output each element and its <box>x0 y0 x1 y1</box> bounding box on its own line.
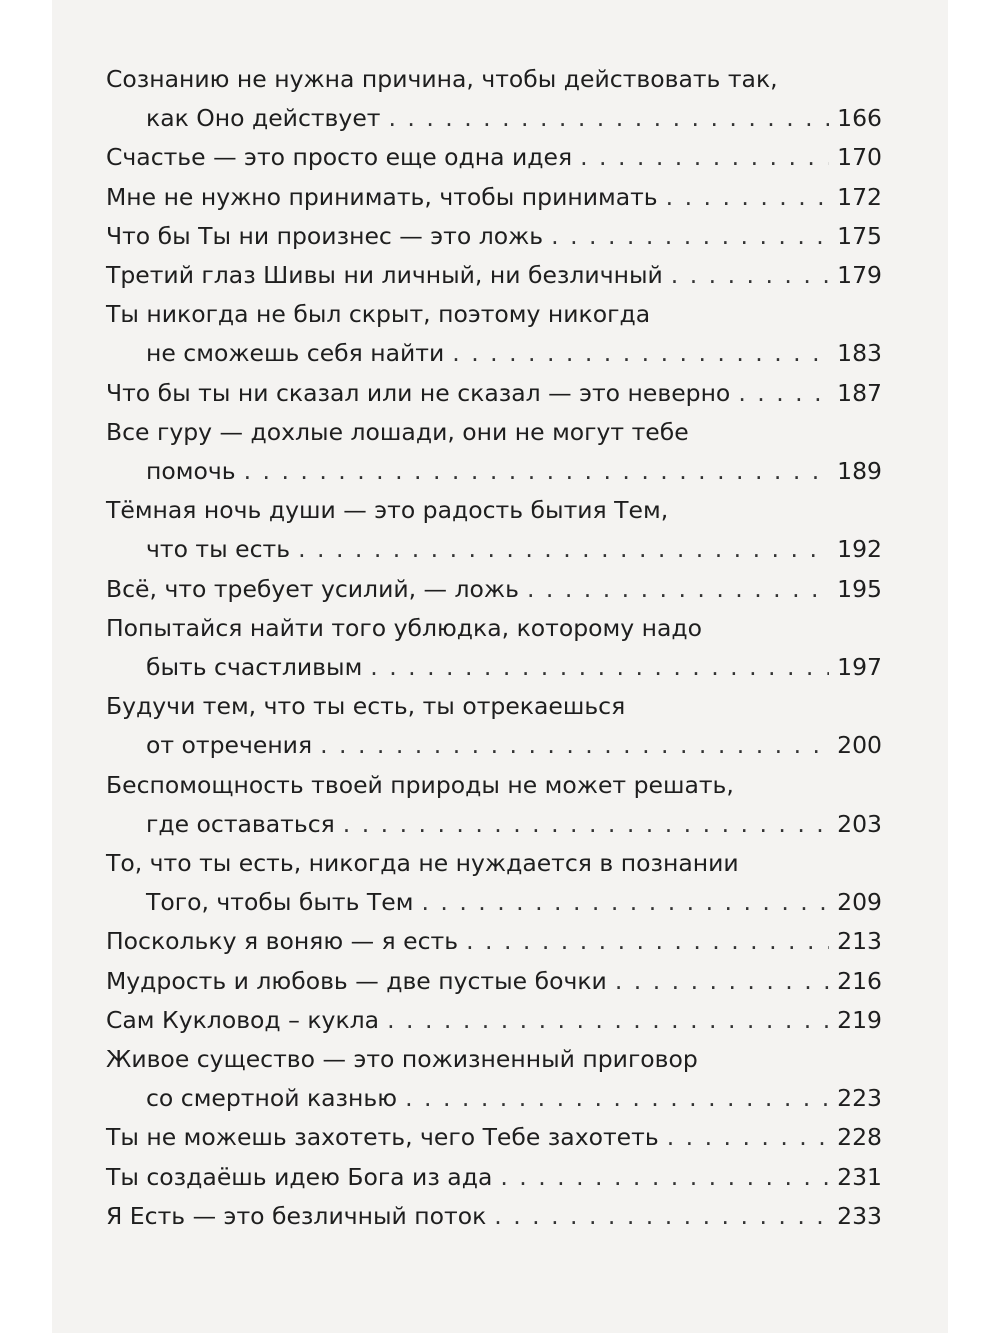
toc-entry-title: со смертной казнью <box>146 1084 398 1113</box>
toc-entry <box>106 413 882 491</box>
dot-leader <box>738 374 829 413</box>
toc-page-number: 203 <box>837 809 882 838</box>
toc-entry-continuation <box>106 530 882 569</box>
toc-page-number: 216 <box>837 966 882 995</box>
toc-entry <box>106 1001 882 1040</box>
toc-entry-line <box>106 138 882 177</box>
toc-entry-title: Третий глаз Шивы ни личный, ни безличный <box>106 261 663 290</box>
dot-leader <box>370 648 829 687</box>
toc-entry-title: Того, чтобы быть Тем <box>146 888 414 917</box>
dot-leader <box>343 805 829 844</box>
toc-entry-line <box>106 1158 882 1197</box>
dot-leader <box>500 1158 829 1197</box>
toc-page-number: 219 <box>837 1005 882 1034</box>
toc-entry-title: что ты есть <box>146 535 291 564</box>
toc-entry-continuation <box>106 726 882 765</box>
toc-entry-line <box>106 413 882 452</box>
toc-entry-line <box>106 60 882 99</box>
toc-entry <box>106 138 882 177</box>
toc-entry-line <box>106 922 882 961</box>
dot-leader <box>298 530 829 569</box>
toc-entry-title: Я Есть — это безличный поток <box>106 1201 487 1230</box>
toc-page-number: 228 <box>837 1123 882 1152</box>
dot-leader <box>452 334 829 373</box>
dot-leader <box>466 922 829 961</box>
toc-entry-continuation <box>106 452 882 491</box>
toc-entry-line <box>106 570 882 609</box>
toc-entry-title: Всё, что требует усилий, — ложь <box>106 574 519 603</box>
toc-page-number: 192 <box>837 535 882 564</box>
toc-entry-title: быть счастливым <box>146 653 363 682</box>
toc-entry-line <box>106 374 882 413</box>
toc-entry-title: где оставаться <box>146 809 335 838</box>
toc-entry <box>106 922 882 961</box>
dot-leader <box>527 570 829 609</box>
dot-leader <box>671 256 829 295</box>
toc-entry-title: помочь <box>146 457 236 486</box>
toc-entry-continuation <box>106 883 882 922</box>
toc-page-number: 231 <box>837 1162 882 1191</box>
toc-entry-title: То, что ты есть, никогда не нуждается в познании <box>106 849 739 878</box>
dot-leader <box>615 962 829 1001</box>
toc-entry <box>106 491 882 569</box>
toc-entry <box>106 295 882 373</box>
toc-page-number: 183 <box>837 339 882 368</box>
toc-entry-line <box>106 491 882 530</box>
toc-page-number: 209 <box>837 888 882 917</box>
toc-entry-title: Все гуру — дохлые лошади, они не могут тебе <box>106 417 689 446</box>
dot-leader <box>666 178 829 217</box>
toc-page-number: 189 <box>837 457 882 486</box>
toc-page-number: 175 <box>837 221 882 250</box>
toc-entry-title: Что бы Ты ни произнес — это ложь <box>106 221 544 250</box>
toc-entry-title: Будучи тем, что ты есть, ты отрекаешься <box>106 692 626 721</box>
toc-entry-title: от отречения <box>146 731 313 760</box>
toc-entry-title: Поскольку я воняю — я есть <box>106 927 459 956</box>
toc-entry-title: как Оно действует <box>146 104 381 133</box>
toc-entry-title: Мудрость и любовь — две пустые бочки <box>106 966 607 995</box>
toc-entry-title: Попытайся найти того ублюдка, которому надо <box>106 613 703 642</box>
toc-entry <box>106 609 882 687</box>
toc-entry <box>106 844 882 922</box>
toc-page-number: 179 <box>837 261 882 290</box>
toc-entry-line <box>106 1001 882 1040</box>
toc-entry-line <box>106 962 882 1001</box>
dot-leader <box>405 1079 829 1118</box>
toc-entry-line <box>106 609 882 648</box>
toc-entry-line <box>106 1197 882 1236</box>
dot-leader <box>388 99 829 138</box>
toc-page-number: 172 <box>837 182 882 211</box>
dot-leader <box>244 452 830 491</box>
toc-entry-title: не сможешь себя найти <box>146 339 445 368</box>
toc-entry-line <box>106 766 882 805</box>
toc-entry <box>106 570 882 609</box>
toc-entry-line <box>106 1118 882 1157</box>
toc-entry <box>106 374 882 413</box>
toc-entry-title: Ты создаёшь идею Бога из ада <box>106 1162 493 1191</box>
toc-entry <box>106 962 882 1001</box>
dot-leader <box>551 217 829 256</box>
toc-entry-line <box>106 178 882 217</box>
toc-entry <box>106 217 882 256</box>
toc-page-number: 200 <box>837 731 882 760</box>
toc-page-number: 166 <box>837 104 882 133</box>
toc-entry-title: Ты никогда не был скрыт, поэтому никогда <box>106 300 651 329</box>
toc-entry-continuation <box>106 1079 882 1118</box>
toc-entry-line <box>106 256 882 295</box>
toc-entry <box>106 178 882 217</box>
dot-leader <box>667 1118 829 1157</box>
toc-entry-continuation <box>106 805 882 844</box>
toc-entry <box>106 766 882 844</box>
dot-leader <box>494 1197 829 1236</box>
toc-entry-continuation <box>106 648 882 687</box>
dot-leader <box>387 1001 829 1040</box>
toc-entry-line <box>106 844 882 883</box>
toc-entry-title: Ты не можешь захотеть, чего Тебе захотеть <box>106 1123 659 1152</box>
toc-entry-continuation <box>106 99 882 138</box>
toc-page-number: 170 <box>837 143 882 172</box>
toc-entry-line <box>106 217 882 256</box>
toc-entry-line <box>106 295 882 334</box>
toc-entry <box>106 60 882 138</box>
dot-leader <box>320 726 829 765</box>
dot-leader <box>580 138 829 177</box>
toc-entry-title: Что бы ты ни сказал или не сказал — это неверно <box>106 378 731 407</box>
toc-entry-line <box>106 1040 882 1079</box>
toc-page-number: 223 <box>837 1084 882 1113</box>
toc-entry <box>106 1118 882 1157</box>
toc-entry-continuation <box>106 334 882 373</box>
toc-entry-title: Беспомощность твоей природы не может решать, <box>106 770 734 799</box>
toc-entry-title: Счастье — это просто еще одна идея <box>106 143 573 172</box>
toc-entry-title: Живое существо — это пожизненный приговор <box>106 1045 698 1074</box>
toc-entry <box>106 1158 882 1197</box>
toc-entry <box>106 1040 882 1118</box>
toc-entry-title: Мне не нужно принимать, чтобы принимать <box>106 182 658 211</box>
toc-entry <box>106 1197 882 1236</box>
toc-entry <box>106 256 882 295</box>
toc-page-number: 187 <box>837 378 882 407</box>
toc-page-number: 197 <box>837 653 882 682</box>
toc-entry <box>106 687 882 765</box>
toc-entry-title: Тёмная ночь души — это радость бытия Тем, <box>106 496 669 525</box>
dot-leader <box>421 883 829 922</box>
table-of-contents <box>106 60 882 1236</box>
toc-page-number: 213 <box>837 927 882 956</box>
toc-entry-title: Сам Кукловод – кукла <box>106 1005 380 1034</box>
toc-entry-title: Сознанию не нужна причина, чтобы действовать так, <box>106 65 778 93</box>
toc-page-number: 195 <box>837 574 882 603</box>
toc-page-number: 233 <box>837 1201 882 1230</box>
toc-entry-line <box>106 687 882 726</box>
